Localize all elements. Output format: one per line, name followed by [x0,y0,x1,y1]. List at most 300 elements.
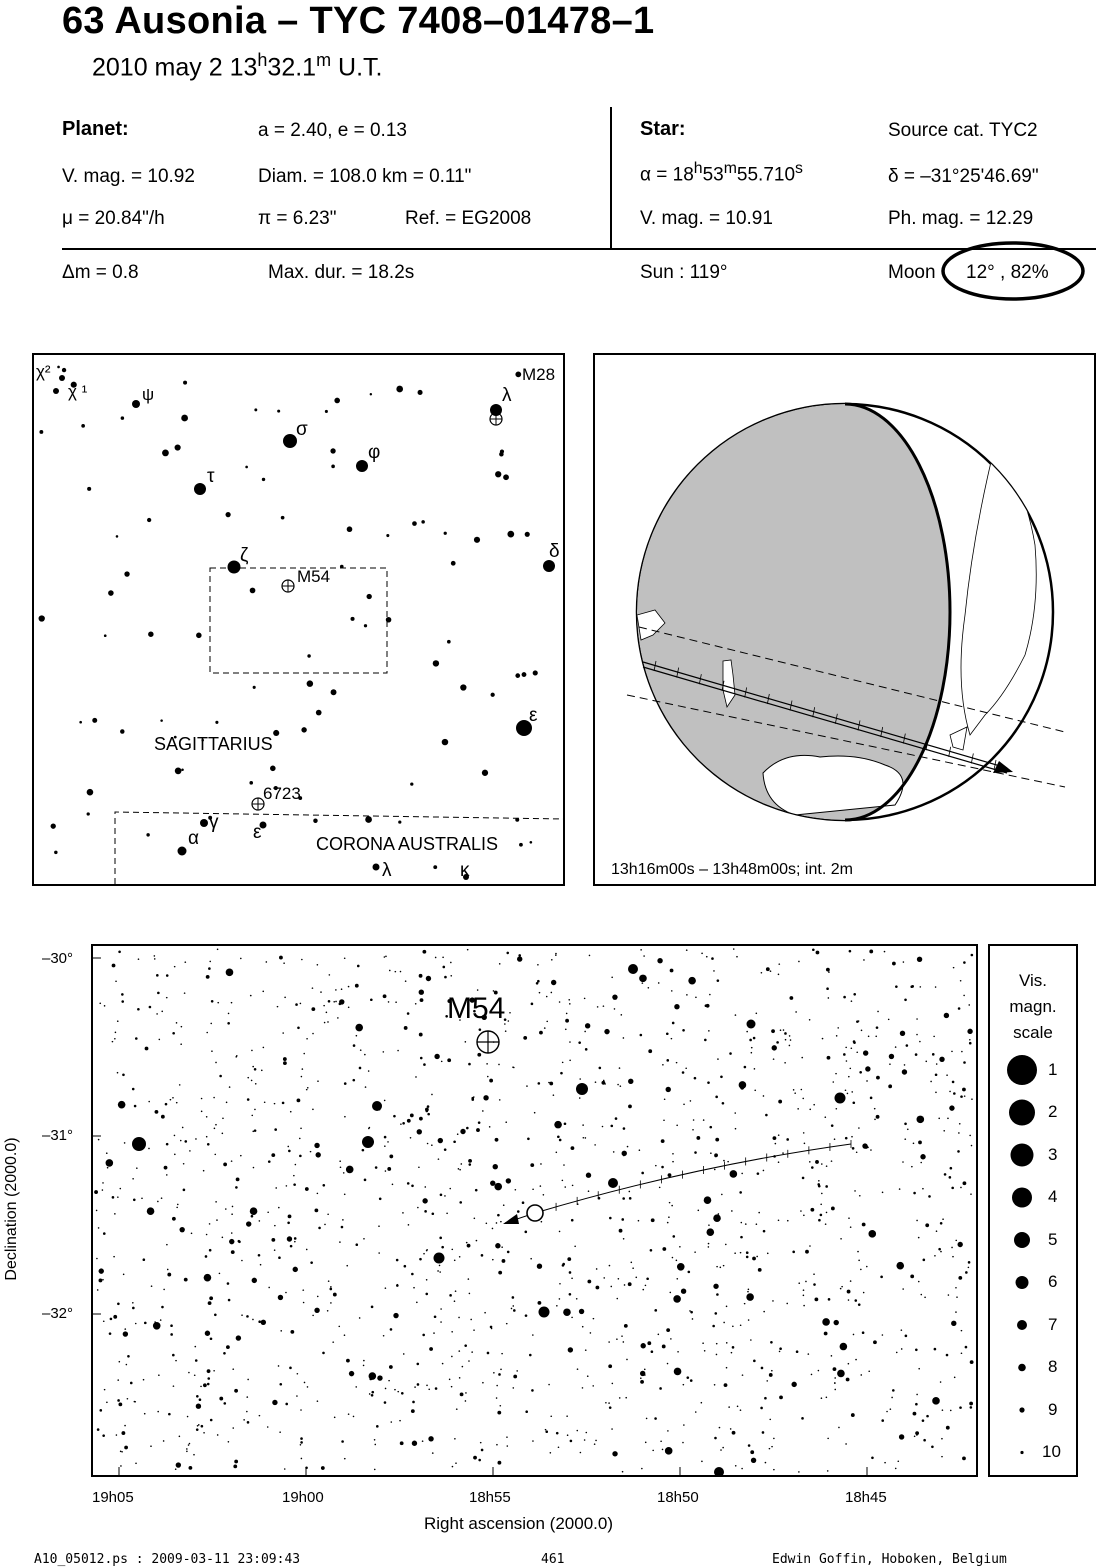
field-star-dot [117,1072,119,1074]
field-star-dot [458,1350,460,1352]
field-star-dot [426,976,431,981]
faint-star-dot [262,478,265,481]
field-star-dot [732,1325,734,1327]
field-star-dot [203,1432,205,1434]
x-tick-label: 18h45 [845,1489,887,1506]
field-star-dot [387,1167,391,1171]
field-star-dot [440,1321,442,1323]
field-star-dot [905,1335,908,1338]
field-star-dot [124,1142,126,1144]
field-star-dot [431,1094,433,1096]
field-star-dot [525,1314,528,1317]
field-star-dot [904,1138,906,1140]
field-star-dot [852,1101,855,1104]
field-star-dot [669,1292,671,1294]
field-star-dot [407,1012,410,1015]
field-star-dot [506,1445,508,1447]
field-star-dot [232,1427,234,1429]
faint-star-dot [525,532,530,537]
field-star-dot [585,1023,590,1028]
field-star-dot [227,1282,230,1285]
field-star-dot [801,1417,804,1420]
field-star-dot [300,1128,302,1130]
field-star-dot [226,969,234,977]
field-star-dot [881,1419,884,1422]
field-star-dot [855,1359,857,1361]
field-star-dot [235,1186,238,1189]
field-star-dot [123,1274,125,1276]
field-star-dot [862,1331,865,1334]
field-star-dot [393,1313,398,1318]
field-star-dot [506,1178,511,1183]
field-star-dot [886,1411,888,1413]
field-star-dot [473,1329,475,1331]
field-star-dot [417,1207,419,1209]
field-star-dot [836,1108,838,1110]
field-star-dot [569,1059,571,1061]
field-star-dot [940,1222,943,1225]
field-star-dot [902,1069,907,1074]
field-star-dot [770,1341,773,1344]
field-star-dot [477,1053,481,1057]
field-star-dot [608,1364,612,1368]
field-star-dot [135,1323,137,1325]
field-star-dot [772,1045,777,1050]
field-star-dot [464,1344,467,1347]
field-star-dot [668,1216,670,1218]
field-star-dot [769,1419,771,1421]
field-star-dot [750,1450,754,1454]
field-star-dot [944,1173,947,1176]
magnitude-drop: Δm = 0.8 [62,262,139,283]
field-star-dot [359,1067,362,1070]
field-star-dot [271,1153,275,1157]
field-star-dot [228,1299,231,1302]
field-star-dot [834,1389,836,1391]
field-star-dot [231,1232,233,1234]
field-star-dot [182,1127,184,1129]
field-star-dot [851,1091,853,1093]
field-star-dot [769,1448,771,1450]
field-star-dot [920,1294,922,1296]
field-star-dot [915,1348,918,1351]
field-star-dot [640,1377,642,1379]
field-star-dot [209,1223,211,1225]
field-star-dot [579,1097,581,1099]
field-star-dot [96,1210,98,1212]
field-star-dot [490,1326,493,1329]
field-star-dot [517,956,522,961]
field-star-dot [836,1035,838,1037]
field-star-dot [568,999,570,1001]
field-star-dot [233,1464,237,1468]
field-star-dot [970,1360,974,1364]
field-star-dot [917,957,922,962]
field-star-dot [378,1225,380,1227]
field-star-dot [682,1029,685,1032]
bright-star-dot [283,434,297,448]
field-star-dot [622,1197,625,1200]
field-star-dot [763,1095,765,1097]
field-star-dot [342,1219,344,1221]
field-star-dot [481,1254,484,1257]
field-star-dot [740,1409,742,1411]
field-star-dot [746,1293,754,1301]
field-star-dot [538,1082,541,1085]
legend-dot [1011,1144,1034,1167]
field-star-dot [916,1220,918,1222]
field-star-dot [833,1367,837,1371]
field-star-dot [355,1024,363,1032]
field-star-dot [393,1115,396,1118]
field-star-dot [498,1271,502,1275]
field-star-dot [835,1073,837,1075]
field-star-dot [920,1154,925,1159]
field-star-dot [203,1383,207,1387]
field-star-dot [164,1166,168,1170]
field-star-dot [293,1183,296,1186]
field-star-dot [582,1387,584,1389]
field-star-dot [279,956,283,960]
field-star-dot [742,1374,744,1376]
bright-field-star-dot [747,1020,756,1029]
field-star-dot [223,1163,227,1167]
star-label-epsilon: ε [529,705,538,726]
field-star-dot [530,1258,532,1260]
field-star-dot [588,1190,590,1192]
field-star-dot [544,1027,546,1029]
field-star-dot [915,1053,918,1056]
field-star-dot [317,1080,319,1082]
field-star-dot [956,1296,958,1298]
field-star-dot [449,1379,451,1381]
faint-star-dot [249,781,253,785]
field-star-dot [385,1388,387,1390]
field-star-dot [578,1041,581,1044]
field-star-dot [676,1278,678,1280]
field-star-dot [327,1021,329,1023]
field-star-dot [356,1035,358,1037]
field-star-dot [619,1067,621,1069]
field-star-dot [639,1149,641,1151]
field-star-dot [415,1003,417,1005]
faint-star-dot [54,851,57,854]
field-star-dot [616,1298,618,1300]
field-star-dot [523,1036,527,1040]
field-star-dot [493,1164,498,1169]
field-star-dot [566,1013,568,1015]
field-star-dot [818,1180,820,1182]
field-star-dot [753,1360,756,1363]
field-star-dot [234,1389,238,1393]
faint-star-dot [148,631,153,636]
field-star-dot [754,1089,756,1091]
field-star-dot [279,1383,282,1386]
field-star-dot [163,1289,165,1291]
field-star-dot [155,1110,159,1114]
field-star-dot [423,1253,425,1255]
field-star-dot [826,987,829,990]
footer-page-number: 461 [541,1552,565,1567]
field-star-dot [845,1443,847,1445]
field-star-dot [670,1338,672,1340]
field-star-dot [532,1188,534,1190]
field-star-dot [219,1075,222,1078]
field-star-dot [206,975,210,979]
legend-title-line: scale [1013,1023,1053,1042]
field-star-dot [877,1011,879,1013]
field-star-dot [559,1001,561,1003]
field-star-dot [710,1152,712,1154]
field-star-dot [123,1331,128,1336]
field-star-dot [121,993,124,996]
field-star-dot [549,1082,553,1086]
field-star-dot [532,1334,534,1336]
field-star-dot [476,1240,478,1242]
field-star-dot [537,964,539,966]
path-direction-arrow-icon [993,761,1013,773]
field-star-dot [371,1306,374,1309]
field-star-dot [754,1068,756,1070]
field-star-dot [231,1250,235,1254]
faint-star-dot [351,617,355,621]
field-star-dot [379,1197,382,1200]
field-star-dot [428,1388,430,1390]
field-star-dot [106,1152,108,1154]
field-star-dot [609,1265,611,1267]
field-star-dot [672,1257,674,1259]
field-star-dot [507,1251,510,1254]
field-star-dot [341,988,343,990]
field-star-dot [582,1124,584,1126]
field-star-dot [206,1116,208,1118]
field-star-dot [252,1066,254,1068]
field-star-dot [628,1105,632,1109]
field-star-dot [317,1400,319,1402]
field-star-dot [623,1341,625,1343]
field-star-dot [635,1277,637,1279]
faint-star-dot [175,444,181,450]
field-star-dot [471,1351,473,1353]
field-star-dot [902,1161,904,1163]
field-star-dot [454,1438,456,1440]
field-star-dot [130,1382,133,1385]
field-star-dot [871,1456,874,1459]
field-star-dot [236,1178,240,1182]
field-star-dot [959,1123,961,1125]
field-star-dot [546,1021,548,1023]
field-star-dot [739,1191,742,1194]
star-label-lambda-cra: λ [382,860,392,881]
field-star-dot [195,1359,198,1362]
field-star-dot [115,1032,117,1034]
x-tick-label: 18h55 [469,1489,511,1506]
star-source-catalog: Source cat. TYC2 [888,120,1038,141]
field-star-dot [870,1097,873,1100]
field-star-dot [932,1053,935,1056]
field-star-dot [690,1379,693,1382]
field-star-dot [571,1317,573,1319]
faint-star-dot [503,474,509,480]
field-star-dot [285,1292,287,1294]
field-star-dot [344,1458,346,1460]
field-star-dot [595,1286,599,1290]
field-star-dot [175,1360,177,1362]
field-star-dot [465,1392,467,1394]
field-star-dot [177,1204,179,1206]
field-star-dot [816,951,820,955]
field-star-dot [767,1253,769,1255]
field-star-dot [364,1179,367,1182]
field-star-dot [795,1011,797,1013]
field-star-dot [278,1207,280,1209]
field-star-dot [250,995,252,997]
field-star-dot [407,1119,411,1123]
field-star-dot [122,1074,125,1077]
field-star-dot [339,1241,341,1243]
field-star-dot [474,1217,476,1219]
faint-star-dot [254,408,257,411]
field-star-dot [176,1462,181,1467]
field-star-dot [773,1438,775,1440]
field-star-dot [567,1257,571,1261]
field-star-dot [797,1108,799,1110]
field-star-dot [246,1411,248,1413]
field-star-dot [411,1184,414,1187]
field-star-dot [556,1432,559,1435]
field-star-dot [104,1389,106,1391]
bright-field-star-dot [362,1136,374,1148]
field-star-dot [538,1301,542,1305]
field-star-dot [814,1297,818,1301]
field-star-dot [274,1249,276,1251]
field-star-dot [603,1277,605,1279]
field-star-dot [884,951,886,953]
field-star-dot [259,1220,261,1222]
field-star-dot [961,1051,963,1053]
field-star-dot [651,1350,654,1353]
field-star-dot [143,1379,145,1381]
field-star-dot [665,1447,673,1455]
field-star-dot [882,1334,884,1336]
field-star-dot [425,1293,428,1296]
field-star-dot [207,1369,211,1373]
field-star-dot [851,1047,853,1049]
field-star-dot [107,1167,109,1169]
field-star-dot [850,1226,852,1228]
field-star-dot [489,1126,491,1128]
field-star-dot [420,1057,423,1060]
field-star-dot [102,1182,104,1184]
field-star-dot [377,1375,382,1380]
field-star-dot [659,1387,662,1390]
field-star-dot [834,1382,836,1384]
field-star-dot [154,955,156,957]
field-star-dot [303,1053,305,1055]
star-label-chi1: χ ¹ [68,382,88,401]
field-star-dot [104,1005,106,1007]
star-label-epsilon-cra: ε [253,822,262,843]
field-star-dot [613,1151,615,1153]
field-star-dot [113,1256,115,1258]
field-star-dot [333,1293,337,1297]
field-star-dot [969,1039,971,1041]
field-star-dot [132,1178,134,1180]
field-star-dot [911,985,914,988]
field-star-dot [863,1050,868,1055]
field-star-dot [626,1359,628,1361]
field-star-dot [625,1397,627,1399]
field-star-dot [300,1441,303,1444]
field-star-dot [805,1250,809,1254]
field-star-dot [120,1451,122,1453]
field-star-dot [942,1409,944,1411]
field-star-dot [763,1230,766,1233]
field-star-dot [789,1045,791,1047]
field-star-dot [773,1058,775,1060]
field-star-dot [505,1030,507,1032]
field-star-dot [845,1137,848,1140]
field-star-dot [666,1328,670,1332]
field-star-dot [954,1377,956,1379]
field-star-dot [363,1365,365,1367]
field-star-dot [815,1160,819,1164]
field-star-dot [667,1222,669,1224]
field-star-dot [629,1191,631,1193]
faint-star-dot [116,535,119,538]
field-star-dot [845,1047,847,1049]
faint-star-dot [533,670,538,675]
field-star-dot [344,1116,346,1118]
field-star-dot [532,1440,534,1442]
field-star-dot [941,1456,943,1458]
faint-star-dot [433,660,439,666]
field-star-dot [175,1468,177,1470]
field-star-dot [498,1064,500,1066]
field-star-dot [513,1309,516,1312]
faint-star-dot [273,730,279,736]
bright-star-dot [194,483,206,495]
field-star-dot [773,1136,777,1140]
field-star-dot [953,1092,956,1095]
faint-star-dot [281,516,285,520]
field-star-dot [306,1249,308,1251]
field-star-dot [403,1353,405,1355]
field-star-dot [397,1391,399,1393]
field-star-dot [847,1290,851,1294]
faint-star-dot [396,386,403,393]
field-star-dot [322,1184,325,1187]
field-star-dot [362,1149,365,1152]
bright-field-star-dot [539,1307,550,1318]
field-star-dot [559,1231,561,1233]
field-star-dot [717,1058,719,1060]
field-star-dot [215,1201,217,1203]
planet-heading: Planet: [62,118,129,140]
field-star-dot [166,974,169,977]
field-star-dot [506,1323,508,1325]
field-star-dot [385,1287,387,1289]
field-star-dot [394,1389,396,1391]
field-star-dot [820,1204,822,1206]
field-star-dot [189,1443,191,1445]
field-star-dot [418,1166,420,1168]
field-star-dot [803,1305,805,1307]
field-star-dot [587,1280,591,1284]
field-star-dot [846,1060,848,1062]
field-star-dot [339,1003,342,1006]
field-star-dot [424,1186,426,1188]
